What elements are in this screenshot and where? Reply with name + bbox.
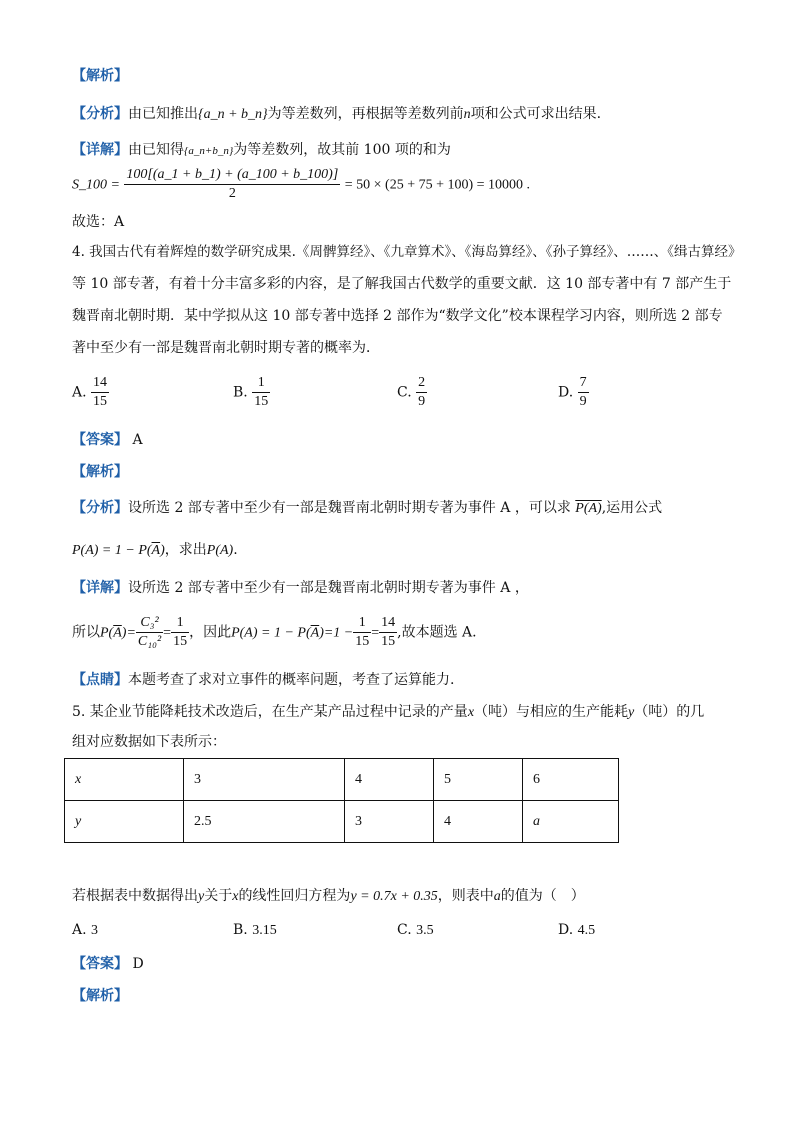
q5-option-c: C. 3.5 [397,922,434,938]
q4-analysis: 【分析】设所选 2 部专著中至少有一部是魏晋南北朝时期专著为事件 A ，可以求 P(A),运用公式 [72,500,663,516]
q4-formula: $P(A) = 1 - P(\overline{A})$，求出P(A). [72,542,238,558]
q5-data-table [64,758,619,843]
q4-stem-line1: 4. 我国古代有着辉煌的数学研究成果.《周髀算经》、《九章算术》、《海岛算经》、《孙子算经》、……、《缉古算经》 [72,244,742,260]
table-cell: 3 [345,801,434,843]
table-cell: y [65,801,184,843]
table-cell: x [65,759,184,801]
q5-option-d: D. 4.5 [558,922,596,938]
q4-comment: 【点睛】本题考查了求对立事件的概率问题，考查了运算能力. [72,672,455,688]
q4-option-b: B. $\frac{1}{15}$ [233,375,269,409]
q5-stem-line2: 组对应数据如下表所示： [72,734,226,750]
q4-detail: 【详解】设所选 2 部专著中至少有一部是魏晋南北朝时期专著为事件 A ， [72,580,529,596]
q3-sum-formula: S_100 = $\frac{100[(a\_1 + b\_1) + (a\_100 + b\_100)]}{2}$ = 50 × (25 + 75 + 100) = 10000 . [72,167,531,201]
table-cell: 4 [434,801,523,843]
table-cell: 2.5 [184,801,345,843]
q5-question: 若根据表中数据得出y关于x的线性回归方程为y = 0.7x + 0.35，则表中a的值为（ ） [72,888,585,904]
q5-option-a: A. 3 [72,922,99,938]
q4-answer: 【答案】 A [72,432,143,448]
q4-option-d: D. $\frac{7}{9}$ [558,375,587,409]
q4-solution-heading: 【解析】 [72,464,128,480]
q4-option-c: C. $\frac{2}{9}$ [397,375,426,409]
table-row [65,759,619,801]
q3-sum-fraction: $\frac{100[(a\_1 + b\_1) + (a\_100 + b\_100)]}{2}$ [126,167,339,201]
table-row [65,801,619,843]
q3-analysis: 【分析】由已知推出{a_n + b_n}为等差数列，再根据等差数列前n项和公式可求出结果. [72,106,602,122]
q4-stem-line4: 著中至少有一部是魏晋南北朝时期专著的概率为． [72,340,380,356]
q3-solution-heading: 【解析】 [72,68,128,84]
q5-solution-heading: 【解析】 [72,988,128,1004]
table-cell: 3 [184,759,345,801]
q4-stem-line2: 等 10 部专著，有着十分丰富多彩的内容，是了解我国古代数学的重要文献．这 10 部专著中有 7 部产生于 [72,276,732,292]
q4-calculation: 所以$P(\overline{A})=$ $\frac{\text{C₃²}}{\text{C₁₀²}}$ = $\frac{1}{15}$ ，因此$P(A) = 1 - P(\overline{A})=1$ − $\frac{1}{15}$ = $\frac{14}{15}$ ,故本题选 A. [72,615,477,649]
q3-choice: 故选：A [72,214,125,230]
table-cell: 5 [434,759,523,801]
q5-answer: 【答案】 D [72,956,144,972]
table-cell: 4 [345,759,434,801]
table-cell: 6 [523,759,619,801]
q3-detail: 【详解】由已知得{a_n+b_n}为等差数列，故其前 100 项的和为 [72,142,451,158]
q5-option-b: B. 3.15 [233,922,277,938]
q4-stem-line3: 魏晋南北朝时期．某中学拟从这 10 部专著中选择 2 部作为“数学文化”校本课程学习内容，则所选 2 部专 [72,308,723,324]
table-cell: a [523,801,619,843]
q4-option-a: A. $\frac{14}{15}$ [72,375,108,409]
q5-stem-line1: 5. 某企业节能降耗技术改造后，在生产某产品过程中记录的产量x（吨）与相应的生产能耗y（吨）的几 [72,704,705,720]
